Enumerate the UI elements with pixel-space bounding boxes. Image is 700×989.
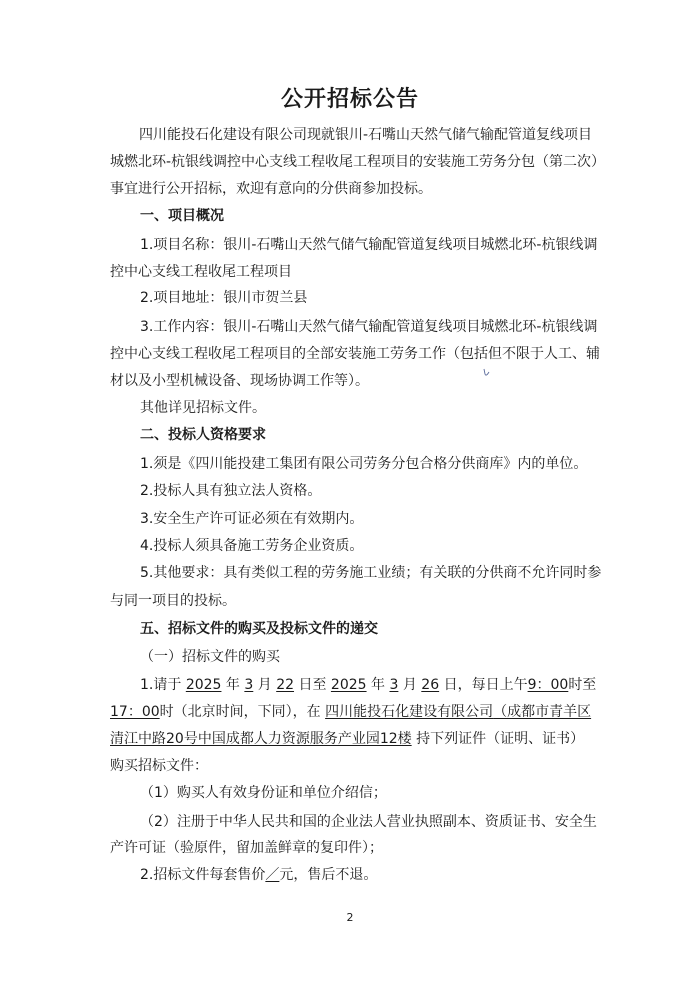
section-heading: 五、招标文件的购买及投标文件的递交: [140, 621, 378, 637]
qualification-item: 2.投标人具有独立法人资格。: [140, 483, 322, 499]
required-document: 产许可证（验原件，留加盖鲜章的复印件）；: [110, 840, 383, 856]
company-name: 四川能投石化建设有限公司: [325, 704, 494, 720]
intro-line: 四川能投石化建设有限公司现就银川-石嘴山天然气储气输配管道复线项目: [139, 127, 593, 143]
handwritten-check-mark: [483, 368, 491, 378]
purchase-address-line: 清江中路20号中国成都人力资源服务产业园12楼 持下列证件（证明、证书）: [110, 731, 585, 747]
other-details: 其他详见招标文件。: [140, 400, 266, 416]
qualification-item: 3.安全生产许可证必须在有效期内。: [140, 511, 364, 527]
intro-line: 事宜进行公开招标，欢迎有意向的分供商参加投标。: [110, 181, 432, 197]
purchase-line: 购买招标文件：: [110, 758, 208, 774]
qualification-item: 1.须是《四川能投建工集团有限公司劳务分包合格分供商库》内的单位。: [140, 456, 588, 472]
section-heading: 二、投标人资格要求: [140, 427, 266, 443]
project-name-line: 控中心支线工程收尾工程项目: [110, 264, 292, 280]
start-year: 2025: [185, 677, 222, 693]
start-day: 22: [276, 677, 295, 693]
start-time: 9：00: [527, 677, 569, 693]
end-time: 17：00: [110, 704, 160, 720]
page-number: 2: [346, 911, 354, 924]
project-name-line: 1.项目名称：银川-石嘴山天然气储气输配管道复线项目城燃北环-杭银线调: [140, 237, 598, 253]
qualification-item: 4.投标人须具备施工劳务企业资质。: [140, 538, 364, 554]
project-location: 2.项目地址：银川市贺兰县: [140, 290, 308, 306]
section-heading: 一、项目概况: [140, 208, 224, 224]
document-price: ／: [265, 867, 280, 883]
page-title: 公开招标公告: [280, 87, 419, 112]
intro-line: 城燃北环-杭银线调控中心支线工程收尾工程项目的安装施工劳务分包（第二次）: [110, 154, 606, 170]
address-part: （成都市青羊区: [493, 704, 592, 720]
required-document: （2）注册于中华人民共和国的企业法人营业执照副本、资质证书、安全生: [140, 814, 597, 830]
end-year: 2025: [330, 677, 367, 693]
scope-line: 材以及小型机械设备、现场协调工作等）。: [110, 373, 369, 389]
purchase-period-line: 1.请于 2025 年 3 月 22 日至 2025 年 3 月 26 日，每日上午9：00时至: [140, 677, 597, 693]
document-price-line: 2.招标文件每套售价／元，售后不退。: [140, 867, 378, 883]
start-month: 3: [244, 677, 254, 693]
qualification-item: 与同一项目的投标。: [110, 593, 236, 609]
subsection-heading: （一）招标文件的购买: [140, 649, 280, 665]
end-day: 26: [421, 677, 440, 693]
end-month: 3: [389, 677, 399, 693]
qualification-item: 5.其他要求：具有类似工程的劳务施工业绩；有关联的分供商不允许同时参: [140, 565, 602, 581]
address-part: 清江中路20号中国成都人力资源服务产业园12楼: [110, 731, 412, 747]
required-document: （1）购买人有效身份证和单位介绍信；: [140, 785, 387, 801]
scope-line: 控中心支线工程收尾工程项目的全部安装施工劳务工作（包括但不限于人工、辅: [110, 346, 600, 362]
purchase-location-line: 17：00时（北京时间，下同），在 四川能投石化建设有限公司（成都市青羊区: [110, 704, 592, 720]
scope-line: 3.工作内容：银川-石嘴山天然气储气输配管道复线项目城燃北环-杭银线调: [140, 319, 598, 335]
